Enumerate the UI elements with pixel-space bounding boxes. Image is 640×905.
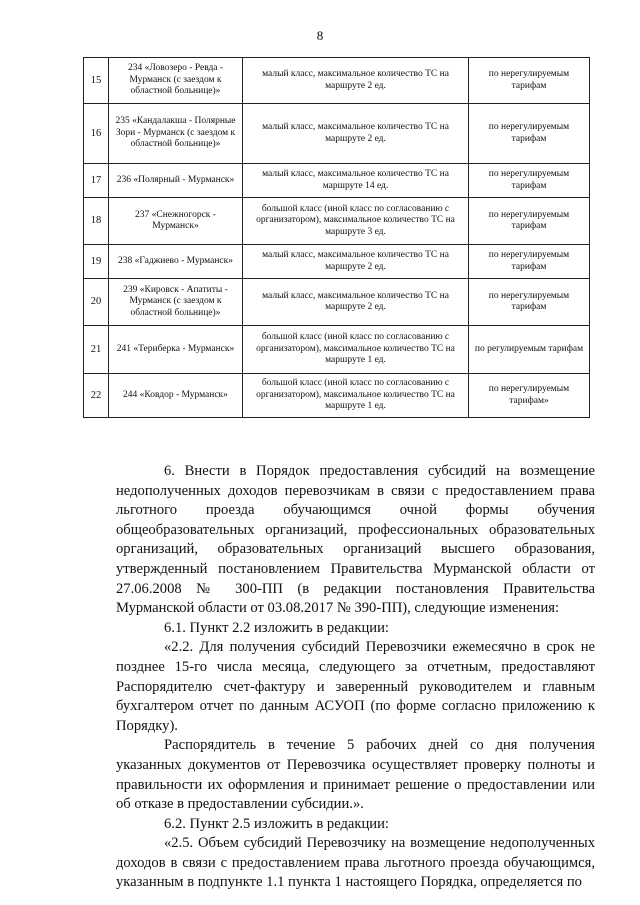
table-row (84, 374, 590, 418)
paragraph-clause-2-2: «2.2. Для получения субсидий Перевозчики ежемесячно в срок не позднее 15-го числа месяца, следующего за отчетным, предоставляют Распорядителю счет-фактуру и заверенный руководителем и главным бухгалтером отчет по данным АСУОП (по форме согласно приложению к Порядку). (116, 639, 595, 734)
tariff-type: по нерегулируемым тарифам» (469, 374, 590, 418)
row-number: 19 (84, 245, 109, 279)
row-number: 15 (84, 58, 109, 104)
table-row (84, 279, 590, 326)
tariff-type: по регулируемым тарифам (469, 326, 590, 374)
table-row (84, 245, 590, 279)
row-number: 18 (84, 198, 109, 245)
vehicle-description: малый класс, максимальное количество ТС на маршруте 2 ед. (243, 245, 469, 279)
row-number: 20 (84, 279, 109, 326)
vehicle-description: малый класс, максимальное количество ТС на маршруте 2 ед. (243, 279, 469, 326)
tariff-type: по нерегулируемым тарифам (469, 164, 590, 198)
table-row (84, 104, 590, 164)
vehicle-description: малый класс, максимальное количество ТС на маршруте 2 ед. (243, 104, 469, 164)
route-name: 244 «Ковдор - Мурманск» (109, 374, 243, 418)
row-number: 17 (84, 164, 109, 198)
route-name: 234 «Ловозеро - Ревда - Мурманск (с заездом к областной больнице)» (109, 58, 243, 104)
route-name: 241 «Териберка - Мурманск» (109, 326, 243, 374)
vehicle-description: малый класс, максимальное количество ТС на маршруте 14 ед. (243, 164, 469, 198)
vehicle-description: большой класс (иной класс по согласованию с организатором), максимальное количество ТС на маршруте 1 ед. (243, 326, 469, 374)
table-row (84, 198, 590, 245)
table-row (84, 58, 590, 104)
row-number: 22 (84, 374, 109, 418)
table-row (84, 164, 590, 198)
paragraph-distributor: Распорядитель в течение 5 рабочих дней со дня получения указанных документов от Перевозчика осуществляет проверку полноты и правильности их оформления и принимает решение о предоставлении или об отказе в предоставлении субсидии.». (116, 737, 595, 813)
route-name: 237 «Снежногорск - Мурманск» (109, 198, 243, 245)
row-number: 21 (84, 326, 109, 374)
paragraph-clause-2-5: «2.5. Объем субсидий Перевозчику на возмещение недополученных доходов в связи с предоставлением права льготного проезда обучающимся, указанным в подпункте 1.1 пункта 1 настоящего Порядка, определяется по (116, 835, 595, 891)
tariff-type: по нерегулируемым тарифам (469, 104, 590, 164)
vehicle-description: большой класс (иной класс по согласованию с организатором), максимальное количество ТС на маршруте 3 ед. (243, 198, 469, 245)
paragraph-item-6-1: 6.1. Пункт 2.2 изложить в редакции: (164, 619, 389, 636)
vehicle-description: большой класс (иной класс по согласованию с организатором), максимальное количество ТС на маршруте 1 ед. (243, 374, 469, 418)
page-number: 8 (316, 28, 324, 43)
route-name: 238 «Гаджиево - Мурманск» (109, 245, 243, 279)
row-number: 16 (84, 104, 109, 164)
paragraph-item-6-2: 6.2. Пункт 2.5 изложить в редакции: (164, 815, 389, 832)
route-name: 239 «Кировск - Апатиты - Мурманск (с заездом к областной больнице)» (109, 279, 243, 326)
tariff-type: по нерегулируемым тарифам (469, 245, 590, 279)
route-name: 235 «Кандалакша - Полярные Зори - Мурманск (с заездом к областной больнице)» (109, 104, 243, 164)
paragraph-item-6: 6. Внести в Порядок предоставления субсидий на возмещение недополученных доходов перевозчикам в связи с предоставлением права льготного проезда обучающимся очной формы обучения общеобразовательных организаций, профессиональных образовательных организаций, образовательных организаций высшего образования, утвержденный постановлением Правительства Мурманской области от 27.06.2008 № 300-ПП (в редакции постановления Правительства Мурманской области от 03.08.2017 № 390-ПП), следующие изменения: (116, 463, 595, 617)
tariff-type: по нерегулируемым тарифам (469, 198, 590, 245)
body-text (116, 462, 595, 893)
tariff-type: по нерегулируемым тарифам (469, 58, 590, 104)
vehicle-description: малый класс, максимальное количество ТС на маршруте 2 ед. (243, 58, 469, 104)
table-row (84, 326, 590, 374)
routes-table (83, 57, 590, 418)
route-name: 236 «Полярный - Мурманск» (109, 164, 243, 198)
tariff-type: по нерегулируемым тарифам (469, 279, 590, 326)
